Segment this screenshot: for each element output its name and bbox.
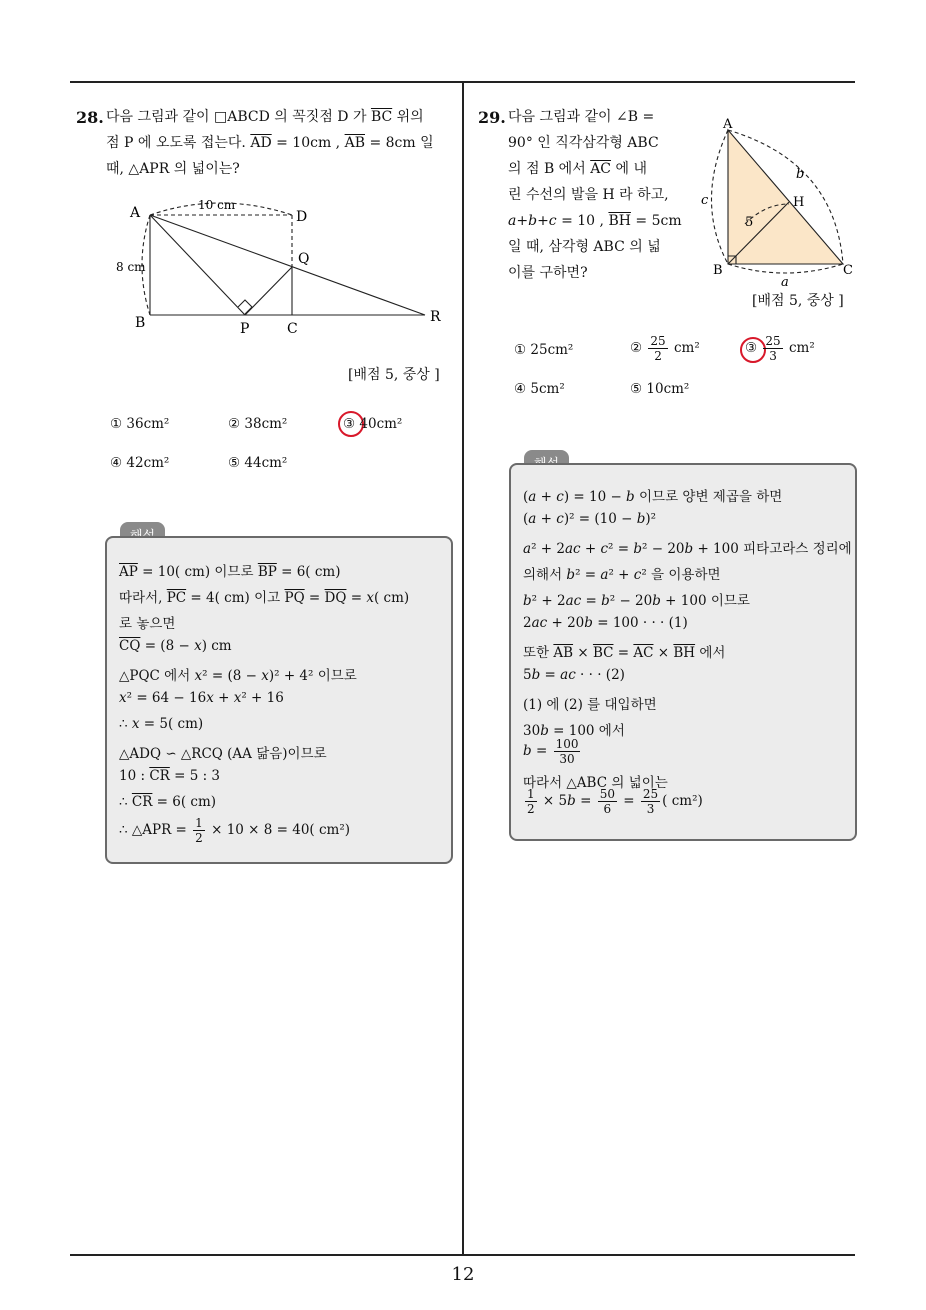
q28-label-B: B — [135, 315, 146, 331]
q29-line-7: 이를 구하면? — [508, 265, 588, 281]
q28-label-D: D — [296, 209, 308, 225]
q28-label-Q: Q — [298, 251, 310, 267]
q29-line-5: a+b+c = 10 , $\overline{BH} = 5cm$ — [508, 213, 682, 229]
q29-line-2: 90° 인 직각삼각형 ABC — [508, 135, 659, 151]
q28-difficulty: [배점 5, 중상 ] — [348, 367, 440, 383]
q28-sol-10: ∴ $\overline{CR} = 6$( cm) — [119, 794, 217, 810]
q28-choice-2[interactable]: ② 38cm² — [228, 416, 288, 432]
q29-choice-5[interactable]: ⑤ 10cm² — [630, 381, 690, 397]
q28-sol-11: ∴ △APR = $\frac{1}{2}$ × 10 × 8 = 40( cm²) — [119, 816, 351, 845]
q29-sol-10: 30b = 100 에서 — [523, 723, 625, 739]
q29-label-H: H — [793, 195, 805, 210]
q28-label-8cm: 8 cm — [116, 260, 146, 274]
q29-sol-4: 의해서 b² = a² + c² 을 이용하면 — [523, 567, 721, 583]
q29-sol-6: 2ac + 20b = 100 · · · (1) — [523, 615, 688, 631]
q28-right-angle — [238, 300, 252, 314]
q28-sol-8: △ADQ ∽ △RCQ (AA 닮음)이므로 — [119, 746, 327, 762]
q28-sol-1: $\overline{AP} = 10$( cm) 이므로 $\overline{BP} = 6$( cm) — [119, 564, 341, 580]
q29-label-5: 5 — [745, 215, 754, 230]
q29-label-c: c — [701, 193, 709, 208]
q29-arc-c — [712, 130, 729, 264]
q29-sol-9: (1) 에 (2) 를 대입하면 — [523, 697, 657, 713]
q28-choice-1[interactable]: ① 36cm² — [110, 416, 170, 432]
q29-sol-3: a² + 2ac + c² = b² − 20b + 100 피타고라스 정리에 — [523, 541, 852, 557]
q29-difficulty: [배점 5, 중상 ] — [752, 293, 844, 309]
q29-choice-3[interactable]: ③ $\frac{25}{3}$ cm² — [745, 334, 815, 363]
q28-sol-2: 따라서, $\overline{PC} = 4$( cm) 이고 $\overline{PQ} = \overline{DQ} = x$( cm) — [119, 590, 410, 606]
q28-sol-6: x² = 64 − 16x + x² + 16 — [119, 690, 284, 706]
q29-choice-4[interactable]: ④ 5cm² — [514, 381, 565, 397]
q28-label-C: C — [287, 321, 298, 337]
q29-sol-7: 또한 $\overline{AB} \times \overline{BC} = \overline{AC} \times \overline{BH}$ 에서 — [523, 645, 726, 661]
question-29-number: 29. — [478, 108, 506, 127]
q29-arc-a — [728, 264, 843, 273]
q28-line-1: 다음 그림과 같이 □ABCD 의 꼭짓점 D 가 $\overline{BC}$ 위의 — [106, 109, 424, 125]
q28-line-AP — [150, 215, 245, 315]
q28-sol-9: 10 : $\overline{CR} = 5$ : 3 — [119, 768, 221, 784]
column-divider — [462, 82, 464, 1256]
q29-sol-13: $\frac{1}{2}$ × 5b = $\frac{50}{6}$ = $\frac{25}{3}$ ( cm²) — [527, 787, 703, 816]
q29-sol-11: b = $\frac{100}{30}$ — [523, 737, 579, 766]
question-28-text — [106, 104, 434, 182]
q29-sol-5: b² + 2ac = b² − 20b + 100 이므로 — [523, 593, 750, 609]
q28-line-PQ — [245, 267, 292, 315]
q28-sol-4: $\overline{CQ} = (8 - x)$ cm — [119, 638, 232, 654]
q28-figure — [110, 195, 450, 340]
q29-sol-1: (a + c) = 10 − b 이므로 양변 제곱을 하면 — [523, 489, 783, 505]
q28-label-A: A — [130, 205, 141, 221]
q28-line-3: 때, △APR 의 넓이는? — [106, 161, 240, 177]
q29-line-6: 일 때, 삼각형 ABC 의 넓 — [508, 239, 661, 255]
q28-solution-box — [105, 536, 453, 864]
q29-label-C: C — [843, 263, 853, 278]
q29-label-a: a — [781, 275, 789, 290]
q28-sol-5: △PQC 에서 x² = (8 − x)² + 4² 이므로 — [119, 668, 357, 684]
q28-sol-3: 로 놓으면 — [119, 616, 176, 632]
q29-figure — [695, 112, 865, 292]
q29-solution-box — [509, 463, 857, 841]
q29-label-b: b — [796, 167, 805, 182]
question-29-text — [508, 104, 682, 286]
q28-choice-5[interactable]: ⑤ 44cm² — [228, 455, 288, 471]
q29-sol-2: (a + c)² = (10 − b)² — [523, 511, 657, 527]
q29-label-B: B — [713, 263, 723, 278]
q29-choice-1[interactable]: ① 25cm² — [514, 342, 574, 358]
q28-line-AR — [150, 215, 425, 315]
q28-choice-4[interactable]: ④ 42cm² — [110, 455, 170, 471]
q29-sol-8: 5b = ac · · · (2) — [523, 667, 625, 683]
q28-choice-3[interactable]: ③ 40cm² — [343, 416, 403, 432]
q29-line-1: 다음 그림과 같이 ∠B = — [508, 109, 655, 125]
question-28-number: 28. — [76, 108, 104, 127]
q28-label-P: P — [240, 321, 250, 337]
q28-sol-7: ∴ x = 5( cm) — [119, 716, 204, 732]
q29-choice-2[interactable]: ② $\frac{25}{2}$ cm² — [630, 334, 700, 363]
q28-label-R: R — [430, 309, 441, 325]
q28-line-2: 점 P 에 오도록 접는다. $\overline{AD} = 10cm$ , $\overline{AB} = 8cm$ 일 — [106, 135, 434, 151]
q29-label-A: A — [723, 117, 733, 132]
page-number: 12 — [451, 1264, 475, 1285]
q29-line-4: 린 수선의 발을 H 라 하고, — [508, 187, 669, 203]
q28-label-10cm: 10 cm — [198, 198, 236, 212]
bottom-rule — [70, 1254, 855, 1256]
q29-sol-12: 따라서 △ABC 의 넓이는 — [523, 775, 668, 791]
q29-triangle — [728, 130, 843, 264]
q29-line-3: 의 점 B 에서 $\overline{AC}$ 에 내 — [508, 161, 647, 177]
